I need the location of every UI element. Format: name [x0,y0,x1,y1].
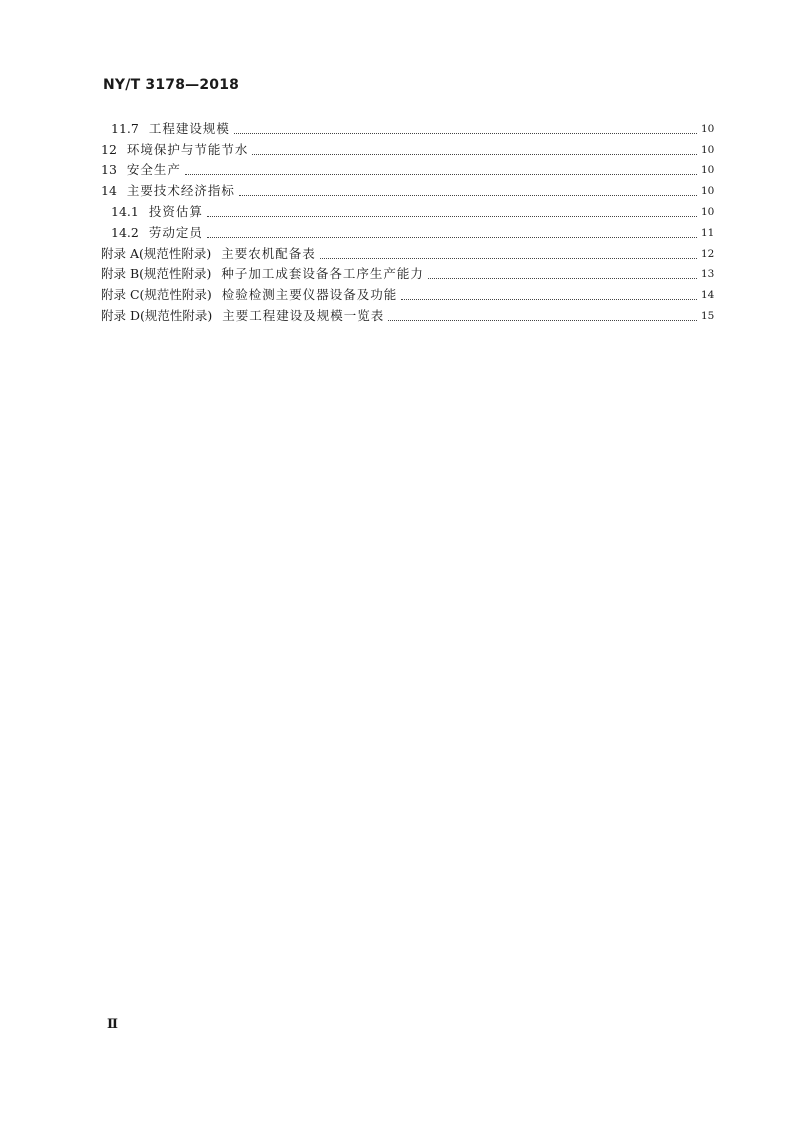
toc-entry[interactable] [101,303,713,324]
toc-leader-dots [401,298,697,300]
toc-entry-number: 13 [101,162,117,178]
toc-leader-dots [252,153,697,155]
toc-entry-title: 检验检测主要仪器设备及功能 [221,287,398,303]
toc-entry-page: 10 [701,205,715,218]
toc-entry-number: 附录 B(规范性附录) [101,266,212,282]
toc-entry-title: 劳动定员 [148,224,203,240]
toc-entry[interactable] [101,282,713,303]
toc-entry-title: 投资估算 [148,203,203,219]
toc-entry[interactable] [101,262,713,283]
toc-entry[interactable] [101,158,713,179]
toc-entry[interactable] [101,220,713,241]
toc-leader-dots [388,319,697,321]
toc-entry[interactable] [101,199,713,220]
table-of-contents [101,116,713,324]
toc-leader-dots [185,173,697,175]
toc-entry-page: 10 [701,164,715,177]
toc-entry-page: 14 [701,289,715,302]
toc-leader-dots [207,236,697,238]
toc-entry-number: 14 [101,183,117,199]
toc-entry-page: 10 [701,122,715,135]
toc-entry-title: 环境保护与节能节水 [126,141,249,157]
toc-entry-number: 附录 D(规范性附录) [101,307,213,323]
toc-entry-number: 14.2 [111,224,139,240]
toc-entry-title: 安全生产 [126,162,181,178]
toc-leader-dots [234,132,697,134]
page-number-roman: Ⅱ [107,1017,118,1032]
toc-entry[interactable] [101,178,713,199]
toc-entry-page: 10 [701,185,715,198]
toc-entry-page: 15 [701,309,715,322]
toc-leader-dots [320,257,697,259]
toc-leader-dots [207,215,697,217]
toc-leader-dots [428,277,697,279]
toc-entry-title: 种子加工成套设备各工序生产能力 [221,266,424,282]
toc-entry-number: 11.7 [111,120,139,136]
toc-entry-page: 11 [701,226,715,239]
toc-entry-page: 12 [701,247,715,260]
toc-entry-title: 主要工程建设及规模一览表 [222,307,385,323]
toc-entry-number: 12 [101,141,117,157]
toc-entry-number: 附录 C(规范性附录) [101,287,212,303]
toc-entry-page: 10 [701,143,715,156]
toc-entry[interactable] [101,116,713,137]
toc-entry-title: 主要农机配备表 [221,245,316,261]
toc-entry-title: 主要技术经济指标 [126,183,235,199]
toc-entry-title: 工程建设规模 [148,120,230,136]
standard-code-header: NY/T 3178—2018 [103,77,240,93]
toc-leader-dots [239,194,697,196]
toc-entry-number: 14.1 [111,203,139,219]
toc-entry[interactable] [101,241,713,262]
toc-entry[interactable] [101,137,713,158]
toc-entry-number: 附录 A(规范性附录) [101,245,212,261]
toc-entry-page: 13 [701,268,715,281]
